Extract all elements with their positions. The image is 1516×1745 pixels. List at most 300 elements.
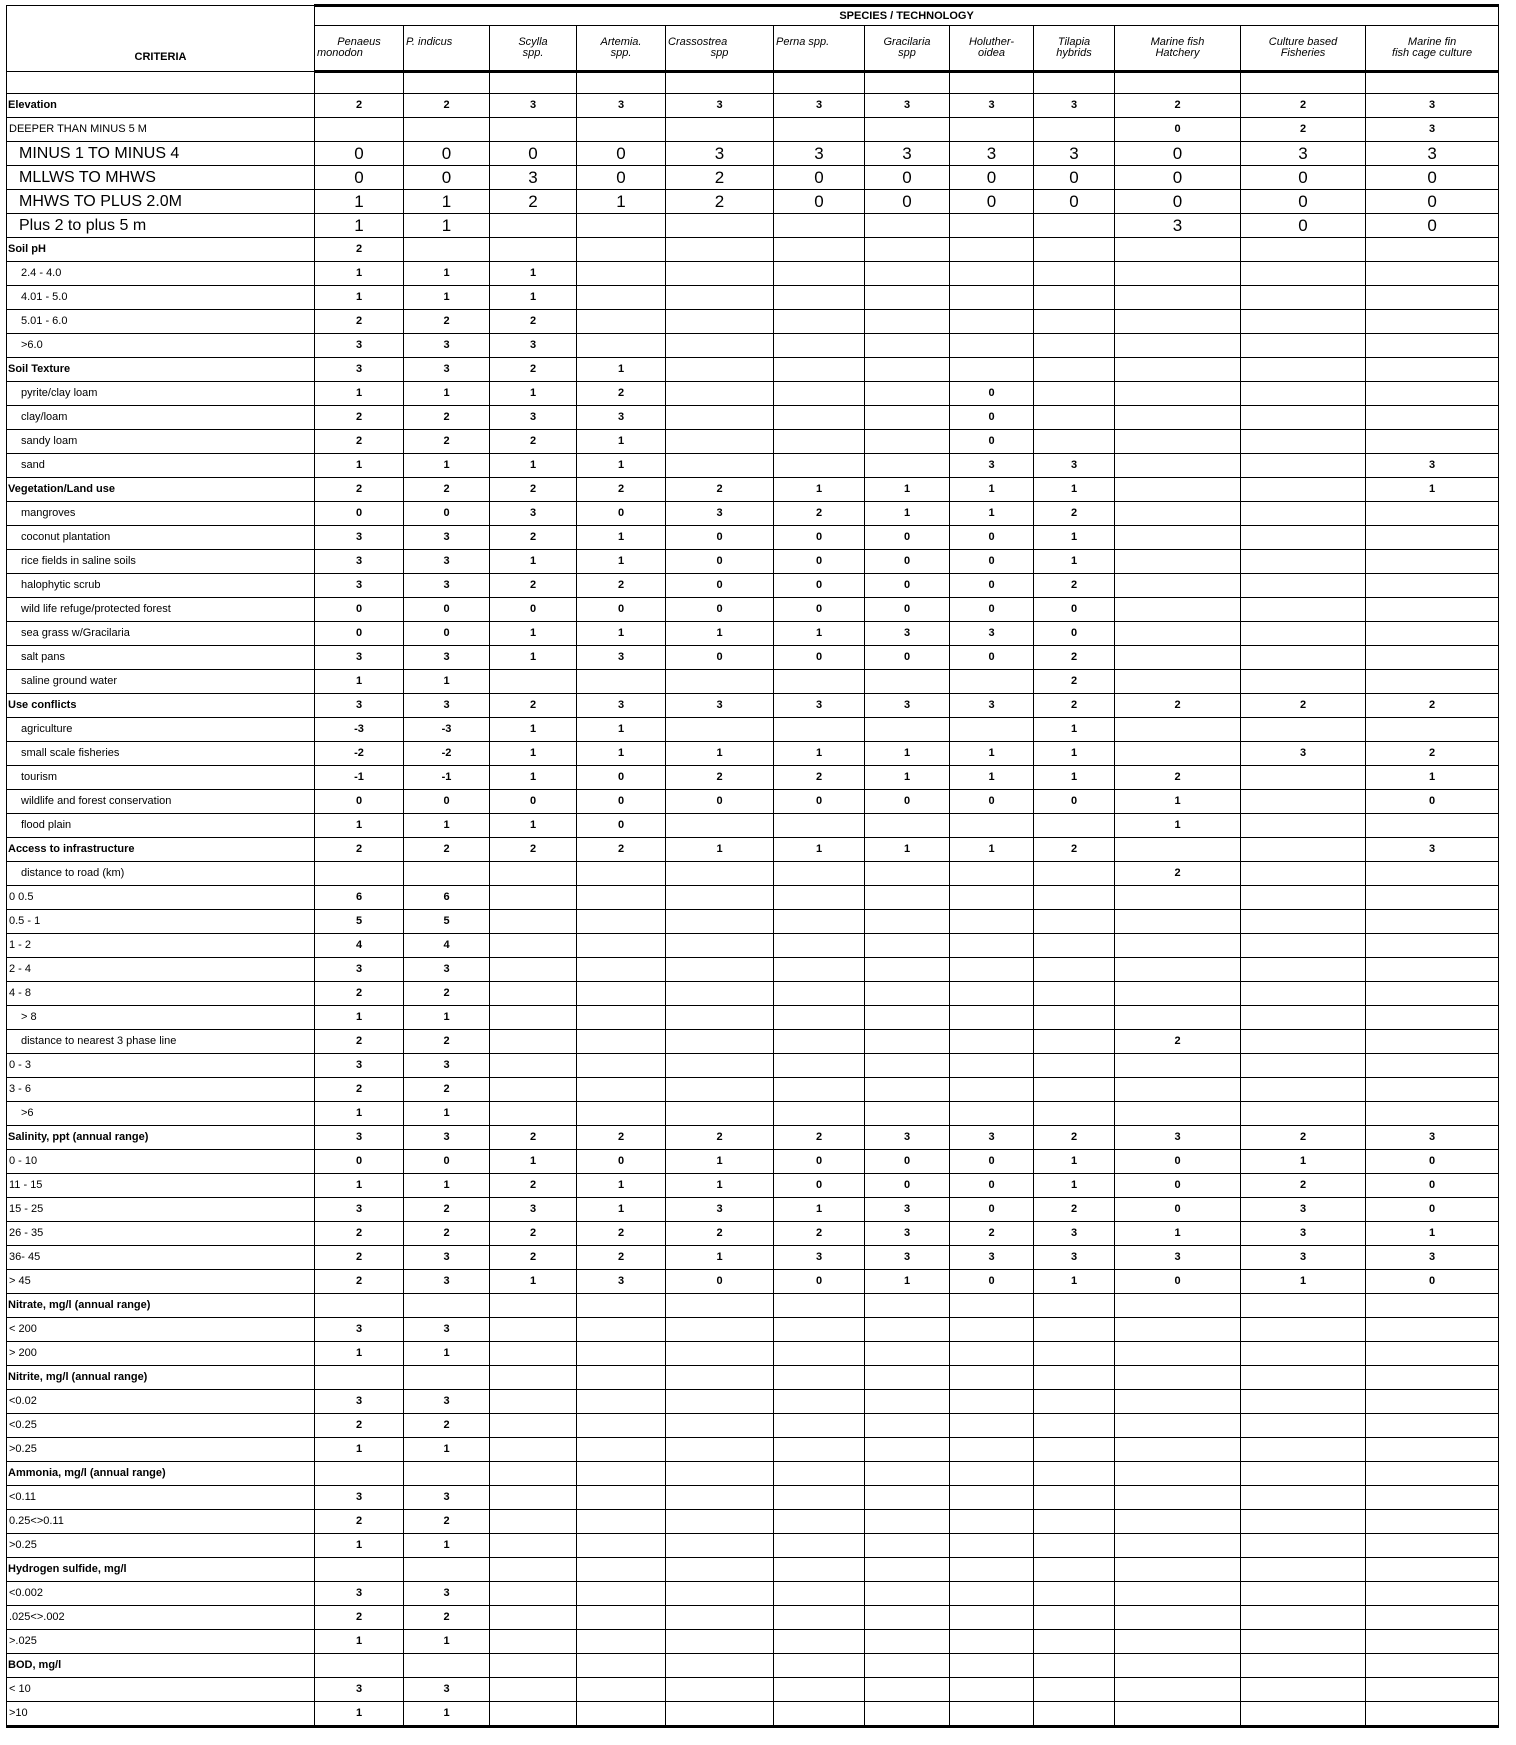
score-cell: -2 (315, 742, 404, 766)
score-cell (577, 262, 666, 286)
score-cell (1034, 1414, 1115, 1438)
score-cell (1241, 1510, 1366, 1534)
table-row (7, 1582, 1499, 1606)
score-cell (865, 334, 950, 358)
score-cell: 0 (865, 166, 950, 190)
table-row (7, 1438, 1499, 1462)
score-cell (490, 1582, 577, 1606)
score-cell: 2 (1241, 118, 1366, 142)
score-cell (490, 238, 577, 262)
score-cell (774, 910, 865, 934)
species-technology-header: SPECIES / TECHNOLOGY (315, 6, 1499, 26)
score-cell: 2 (1034, 646, 1115, 670)
score-cell: 2 (666, 1126, 774, 1150)
score-cell (577, 982, 666, 1006)
score-cell: 1 (315, 670, 404, 694)
score-cell (1241, 814, 1366, 838)
score-cell: 0 (1034, 790, 1115, 814)
criteria-section-row (7, 94, 1499, 118)
score-cell: 2 (490, 310, 577, 334)
score-cell (577, 1054, 666, 1078)
score-cell: 3 (774, 94, 865, 118)
score-cell (1034, 1318, 1115, 1342)
score-cell: 2 (577, 1126, 666, 1150)
score-cell: 2 (315, 1246, 404, 1270)
score-cell (865, 862, 950, 886)
score-cell (1115, 310, 1241, 334)
score-cell: 3 (404, 1390, 490, 1414)
score-cell: 3 (404, 1486, 490, 1510)
score-cell (666, 72, 774, 94)
species-header-cell: Scylla (490, 26, 577, 49)
table-row (7, 814, 1499, 838)
score-cell: 0 (315, 622, 404, 646)
score-cell (1115, 718, 1241, 742)
score-cell: 3 (1034, 1222, 1115, 1246)
score-cell: 0 (315, 598, 404, 622)
score-cell (1034, 72, 1115, 94)
score-cell: 2 (490, 1174, 577, 1198)
score-cell: 1 (490, 1150, 577, 1174)
score-cell: 0 (950, 526, 1034, 550)
criteria-label: >10 (7, 1702, 315, 1727)
criteria-label: tourism (7, 766, 315, 790)
score-cell: 2 (577, 1246, 666, 1270)
score-cell: 1 (490, 262, 577, 286)
score-cell (774, 982, 865, 1006)
score-cell: 3 (1241, 1222, 1366, 1246)
score-cell: 0 (950, 550, 1034, 574)
score-cell (666, 286, 774, 310)
table-row (7, 1102, 1499, 1126)
score-cell (666, 1534, 774, 1558)
score-cell: 0 (950, 598, 1034, 622)
table-row (7, 454, 1499, 478)
table-row (7, 1414, 1499, 1438)
score-cell (666, 118, 774, 142)
score-cell: 1 (950, 742, 1034, 766)
score-cell: 1 (404, 1630, 490, 1654)
score-cell (577, 862, 666, 886)
score-cell: 2 (490, 838, 577, 862)
criteria-label: Elevation (7, 94, 315, 118)
table-row (7, 72, 1499, 94)
score-cell (666, 1582, 774, 1606)
score-cell (577, 958, 666, 982)
score-cell (1241, 958, 1366, 982)
score-cell (1115, 382, 1241, 406)
score-cell (950, 1318, 1034, 1342)
score-cell (774, 1678, 865, 1702)
score-cell (774, 1102, 865, 1126)
species-header-cell: Tilapia (1034, 26, 1115, 49)
score-cell: 0 (774, 790, 865, 814)
score-cell: 2 (1241, 94, 1366, 118)
score-cell: 0 (774, 1270, 865, 1294)
score-cell: 3 (1241, 1246, 1366, 1270)
score-cell: 1 (950, 478, 1034, 502)
score-cell (950, 1054, 1034, 1078)
score-cell: 0 (950, 574, 1034, 598)
score-cell: 1 (404, 1342, 490, 1366)
score-cell: 2 (404, 982, 490, 1006)
score-cell: 3 (315, 526, 404, 550)
criteria-section-row (7, 478, 1499, 502)
score-cell: 0 (666, 646, 774, 670)
score-cell (774, 262, 865, 286)
score-cell (1034, 1510, 1115, 1534)
score-cell (774, 382, 865, 406)
score-cell (865, 1030, 950, 1054)
score-cell: 2 (490, 526, 577, 550)
score-cell (1034, 934, 1115, 958)
score-cell (1034, 214, 1115, 238)
score-cell (950, 1558, 1034, 1582)
score-cell (404, 118, 490, 142)
score-cell: 0 (577, 814, 666, 838)
score-cell: 3 (315, 1678, 404, 1702)
suitability-criteria-table (6, 4, 1499, 1728)
criteria-section-row (7, 838, 1499, 862)
table-row (7, 958, 1499, 982)
score-cell (1366, 886, 1499, 910)
score-cell (774, 1630, 865, 1654)
score-cell: 1 (666, 1150, 774, 1174)
score-cell: 2 (315, 1030, 404, 1054)
score-cell: 0 (404, 1150, 490, 1174)
score-cell (666, 982, 774, 1006)
score-cell: 3 (950, 454, 1034, 478)
score-cell: 0 (1241, 214, 1366, 238)
score-cell (490, 934, 577, 958)
score-cell (490, 1678, 577, 1702)
score-cell (865, 72, 950, 94)
score-cell: 1 (865, 1270, 950, 1294)
score-cell: 1 (774, 478, 865, 502)
score-cell (1366, 382, 1499, 406)
score-cell: 2 (315, 1510, 404, 1534)
score-cell: 3 (315, 1582, 404, 1606)
score-cell (577, 1678, 666, 1702)
criteria-label: BOD, mg/l (7, 1654, 315, 1678)
score-cell: 0 (1366, 1174, 1499, 1198)
score-cell (666, 1462, 774, 1486)
score-cell: 0 (404, 598, 490, 622)
score-cell (1241, 1606, 1366, 1630)
criteria-label: 26 - 35 (7, 1222, 315, 1246)
score-cell (1366, 718, 1499, 742)
score-cell (774, 334, 865, 358)
score-cell: 1 (666, 838, 774, 862)
score-cell (577, 286, 666, 310)
table-row (7, 1150, 1499, 1174)
score-cell (1115, 1558, 1241, 1582)
score-cell: 0 (666, 550, 774, 574)
score-cell (950, 1438, 1034, 1462)
criteria-section-row (7, 238, 1499, 262)
score-cell (1034, 1462, 1115, 1486)
criteria-label: MLLWS TO MHWS (7, 166, 315, 190)
score-cell: 2 (404, 310, 490, 334)
criteria-label: clay/loam (7, 406, 315, 430)
score-cell: 1 (315, 1702, 404, 1727)
table-row (7, 1246, 1499, 1270)
score-cell: 0 (666, 1270, 774, 1294)
score-cell (1034, 1102, 1115, 1126)
score-cell (1241, 454, 1366, 478)
criteria-label: .025<>.002 (7, 1606, 315, 1630)
score-cell (950, 814, 1034, 838)
score-cell (1366, 406, 1499, 430)
score-cell (865, 934, 950, 958)
species-header-cell-line2: monodon (315, 48, 404, 72)
table-row (7, 406, 1499, 430)
score-cell (865, 238, 950, 262)
score-cell: 1 (404, 814, 490, 838)
score-cell: 0 (577, 166, 666, 190)
score-cell: 0 (950, 382, 1034, 406)
score-cell: 1 (1115, 1222, 1241, 1246)
score-cell: 3 (1115, 1126, 1241, 1150)
table-row (7, 214, 1499, 238)
score-cell (1241, 646, 1366, 670)
score-cell (774, 958, 865, 982)
score-cell: 1 (490, 718, 577, 742)
score-cell (1241, 502, 1366, 526)
score-cell: 3 (404, 1678, 490, 1702)
score-cell (950, 238, 1034, 262)
score-cell: 0 (315, 790, 404, 814)
criteria-label: Salinity, ppt (annual range) (7, 1126, 315, 1150)
score-cell: 2 (315, 1078, 404, 1102)
score-cell (865, 910, 950, 934)
table-row (7, 1198, 1499, 1222)
score-cell: -1 (404, 766, 490, 790)
score-cell (1366, 1102, 1499, 1126)
score-cell: 1 (404, 1534, 490, 1558)
score-cell (1366, 1630, 1499, 1654)
table-row (7, 334, 1499, 358)
table-row (7, 310, 1499, 334)
score-cell: 1 (490, 814, 577, 838)
score-cell (1366, 1438, 1499, 1462)
score-cell (1034, 262, 1115, 286)
score-cell (865, 1078, 950, 1102)
score-cell: 1 (490, 286, 577, 310)
score-cell: 1 (577, 718, 666, 742)
score-cell (865, 670, 950, 694)
score-cell: 4 (315, 934, 404, 958)
score-cell (950, 1342, 1034, 1366)
score-cell (666, 1414, 774, 1438)
score-cell: 3 (1115, 214, 1241, 238)
table-row (7, 1702, 1499, 1727)
score-cell (1034, 862, 1115, 886)
score-cell (490, 72, 577, 94)
score-cell (1241, 1558, 1366, 1582)
score-cell (950, 1606, 1034, 1630)
score-cell (950, 334, 1034, 358)
criteria-section-row (7, 1558, 1499, 1582)
score-cell (577, 886, 666, 910)
table-row (7, 1630, 1499, 1654)
score-cell (1115, 910, 1241, 934)
score-cell: 1 (404, 1438, 490, 1462)
score-cell: 3 (315, 1126, 404, 1150)
score-cell (1241, 1390, 1366, 1414)
score-cell: 2 (774, 502, 865, 526)
score-cell: 1 (1034, 478, 1115, 502)
score-cell (865, 310, 950, 334)
score-cell: 2 (1366, 694, 1499, 718)
score-cell (1115, 1366, 1241, 1390)
criteria-label: 3 - 6 (7, 1078, 315, 1102)
score-cell (490, 670, 577, 694)
score-cell: 2 (577, 838, 666, 862)
score-cell (1115, 1294, 1241, 1318)
score-cell (1366, 1582, 1499, 1606)
score-cell (1366, 670, 1499, 694)
score-cell: 0 (1034, 598, 1115, 622)
criteria-label: 2 - 4 (7, 958, 315, 982)
score-cell (774, 1414, 865, 1438)
score-cell (490, 1342, 577, 1366)
score-cell: 2 (490, 190, 577, 214)
score-cell: 2 (1034, 1126, 1115, 1150)
score-cell: 3 (865, 94, 950, 118)
score-cell (577, 214, 666, 238)
table-row (7, 166, 1499, 190)
criteria-label: sandy loam (7, 430, 315, 454)
table-row (7, 718, 1499, 742)
score-cell (1366, 358, 1499, 382)
score-cell (950, 1486, 1034, 1510)
species-header-cell-line2: spp. (490, 48, 577, 72)
criteria-label: wild life refuge/protected forest (7, 598, 315, 622)
criteria-label: <0.11 (7, 1486, 315, 1510)
score-cell: 3 (666, 1198, 774, 1222)
score-cell (315, 1558, 404, 1582)
score-cell (666, 862, 774, 886)
score-cell: 0 (774, 646, 865, 670)
score-cell (865, 286, 950, 310)
table-row (7, 574, 1499, 598)
species-header-cell: Perna spp. (774, 26, 865, 49)
score-cell (666, 1054, 774, 1078)
score-cell (1115, 958, 1241, 982)
score-cell: 1 (865, 502, 950, 526)
criteria-label: 0 0.5 (7, 886, 315, 910)
table-row (7, 1486, 1499, 1510)
score-cell (490, 118, 577, 142)
score-cell: 0 (577, 502, 666, 526)
score-cell (315, 1294, 404, 1318)
score-cell: 2 (577, 478, 666, 502)
table-row (7, 142, 1499, 166)
score-cell: 2 (1115, 94, 1241, 118)
score-cell (1366, 1654, 1499, 1678)
score-cell (315, 1366, 404, 1390)
score-cell (774, 214, 865, 238)
score-cell (490, 1702, 577, 1727)
table-row (7, 910, 1499, 934)
score-cell (950, 1702, 1034, 1727)
score-cell: 3 (1366, 1126, 1499, 1150)
score-cell: 2 (1366, 742, 1499, 766)
score-cell (1115, 1342, 1241, 1366)
score-cell (865, 814, 950, 838)
score-cell (404, 1558, 490, 1582)
score-cell (490, 1606, 577, 1630)
score-cell (1034, 1054, 1115, 1078)
score-cell (577, 1030, 666, 1054)
score-cell (577, 1078, 666, 1102)
score-cell (1241, 1582, 1366, 1606)
score-cell (774, 118, 865, 142)
score-cell (577, 1702, 666, 1727)
score-cell (1115, 934, 1241, 958)
score-cell (1241, 1702, 1366, 1727)
criteria-label: 0.5 - 1 (7, 910, 315, 934)
score-cell: 1 (490, 550, 577, 574)
score-cell (1034, 1438, 1115, 1462)
score-cell (1115, 286, 1241, 310)
score-cell (1034, 1294, 1115, 1318)
score-cell: 1 (666, 1246, 774, 1270)
score-cell (1241, 598, 1366, 622)
score-cell (1366, 646, 1499, 670)
score-cell: 1 (490, 742, 577, 766)
criteria-label: > 8 (7, 1006, 315, 1030)
score-cell (666, 958, 774, 982)
species-header-cell-line2: spp (666, 48, 774, 72)
score-cell (666, 670, 774, 694)
score-cell (666, 1318, 774, 1342)
criteria-section-row (7, 1294, 1499, 1318)
score-cell (1366, 1030, 1499, 1054)
score-cell (1366, 982, 1499, 1006)
table-row (7, 1006, 1499, 1030)
score-cell (1366, 1510, 1499, 1534)
score-cell (865, 406, 950, 430)
score-cell (950, 1414, 1034, 1438)
score-cell: 0 (865, 790, 950, 814)
score-cell: 3 (315, 1318, 404, 1342)
score-cell (1241, 1294, 1366, 1318)
score-cell: 0 (1115, 166, 1241, 190)
score-cell: 1 (1366, 766, 1499, 790)
score-cell (1034, 958, 1115, 982)
score-cell (1366, 1558, 1499, 1582)
score-cell (774, 1486, 865, 1510)
score-cell (1366, 238, 1499, 262)
score-cell (1241, 1366, 1366, 1390)
criteria-label: Access to infrastructure (7, 838, 315, 862)
score-cell (865, 262, 950, 286)
score-cell: 3 (666, 502, 774, 526)
score-cell: 1 (577, 622, 666, 646)
species-header-cell: Marine fish (1115, 26, 1241, 49)
score-cell (774, 1294, 865, 1318)
score-cell (774, 358, 865, 382)
score-cell (1366, 910, 1499, 934)
table-row (7, 1390, 1499, 1414)
score-cell (865, 1462, 950, 1486)
score-cell: 3 (1366, 838, 1499, 862)
score-cell (1366, 1462, 1499, 1486)
score-cell (1241, 790, 1366, 814)
score-cell (1115, 238, 1241, 262)
